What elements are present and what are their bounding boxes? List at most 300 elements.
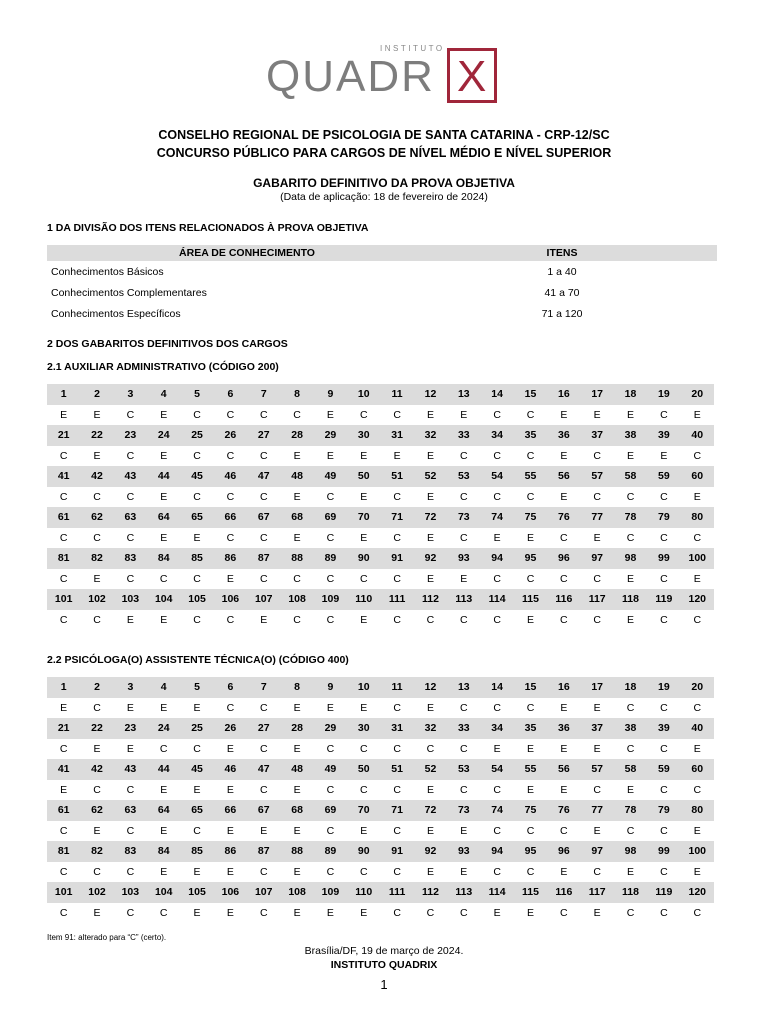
item-number: 44 <box>147 759 180 780</box>
answer-cell: C <box>460 490 468 503</box>
answer-cell: C <box>93 865 101 878</box>
answer-cell: E <box>360 490 368 503</box>
item-number: 72 <box>414 800 447 821</box>
item-number: 14 <box>480 384 513 405</box>
answer-cell: C <box>159 572 168 585</box>
footer-place-date: Brasília/DF, 19 de março de 2024. <box>304 945 464 957</box>
answer-cell: E <box>560 408 568 421</box>
answer-cell: C <box>126 449 135 462</box>
item-number: 21 <box>47 425 80 446</box>
item-number: 10 <box>347 677 380 698</box>
item-number: 110 <box>347 589 380 610</box>
item-number: 7 <box>247 384 280 405</box>
answer-cell: E <box>526 531 534 544</box>
answer-cell: E <box>160 531 168 544</box>
item-number: 64 <box>147 800 180 821</box>
item-number: 35 <box>514 718 547 739</box>
answer-cell: E <box>260 824 268 837</box>
answer-cell: C <box>626 824 635 837</box>
item-number: 14 <box>480 677 513 698</box>
area-name: Conhecimentos Complementares <box>51 286 207 299</box>
item-number: 78 <box>614 800 647 821</box>
answer-cell: E <box>693 742 701 755</box>
answer-cell: C <box>560 531 568 544</box>
item-number: 63 <box>114 507 147 528</box>
answer-cell: C <box>493 865 501 878</box>
item-number: 5 <box>180 384 213 405</box>
answer-cell: C <box>493 824 501 837</box>
item-number: 10 <box>347 384 380 405</box>
item-number: 48 <box>280 466 313 487</box>
answer-cell: C <box>326 865 335 878</box>
answer-cell: E <box>560 742 568 755</box>
item-number: 89 <box>314 548 347 569</box>
item-number: 20 <box>681 384 714 405</box>
item-number-row <box>47 841 714 862</box>
item-number: 76 <box>547 507 580 528</box>
item-number: 79 <box>647 507 680 528</box>
answer-cell: E <box>126 742 134 755</box>
answer-row <box>47 698 714 719</box>
answer-cell: C <box>526 490 535 503</box>
item-number: 100 <box>681 548 714 569</box>
answer-cell: E <box>193 701 201 714</box>
item-number: 85 <box>180 548 213 569</box>
answer-cell: C <box>126 490 135 503</box>
answer-row <box>47 862 714 883</box>
area-items: 1 a 40 <box>547 265 577 278</box>
item-number: 54 <box>480 759 513 780</box>
item-number: 102 <box>80 882 113 903</box>
item-number: 65 <box>180 800 213 821</box>
answer-cell: C <box>393 742 401 755</box>
answer-cell: C <box>660 783 668 796</box>
answer-row <box>47 569 714 590</box>
item-number: 11 <box>380 384 413 405</box>
area-name: Conhecimentos Específicos <box>51 307 181 320</box>
item-number: 76 <box>547 800 580 821</box>
item-number: 87 <box>247 841 280 862</box>
answer-cell: C <box>626 906 635 919</box>
answer-cell: E <box>293 531 301 544</box>
item-number: 48 <box>280 759 313 780</box>
item-number: 113 <box>447 882 480 903</box>
item-number: 83 <box>114 841 147 862</box>
answer-cell: C <box>626 701 635 714</box>
item-number: 85 <box>180 841 213 862</box>
item-number: 74 <box>480 507 513 528</box>
answer-cell: E <box>293 783 301 796</box>
item-number: 89 <box>314 841 347 862</box>
section-2-heading: 2 DOS GABARITOS DEFINITIVOS DOS CARGOS <box>47 338 288 350</box>
answer-cell: E <box>526 906 534 919</box>
answer-cell: E <box>60 783 68 796</box>
item-number: 45 <box>180 759 213 780</box>
item-number: 91 <box>380 841 413 862</box>
answer-cell: E <box>293 865 301 878</box>
logo-instituto-text: INSTITUTO <box>380 44 445 53</box>
answer-cell: C <box>660 865 668 878</box>
item-number: 105 <box>180 589 213 610</box>
item-number: 120 <box>681 882 714 903</box>
answer-cell: C <box>326 572 335 585</box>
area-row <box>47 303 717 324</box>
answer-cell: C <box>193 490 201 503</box>
answer-cell: E <box>627 408 635 421</box>
answer-cell: C <box>326 742 335 755</box>
answer-cell: C <box>193 613 201 626</box>
answer-cell: E <box>426 531 434 544</box>
answer-cell: E <box>560 701 568 714</box>
answer-row <box>47 487 714 508</box>
answer-cell: C <box>560 613 568 626</box>
area-row <box>47 261 717 282</box>
answer-cell: E <box>693 572 701 585</box>
item-number: 107 <box>247 589 280 610</box>
item-number: 8 <box>280 384 313 405</box>
answer-cell: C <box>660 742 668 755</box>
item-number: 13 <box>447 384 480 405</box>
item-number: 22 <box>80 425 113 446</box>
answer-cell: E <box>360 824 368 837</box>
answer-cell: C <box>626 742 635 755</box>
item-number: 118 <box>614 882 647 903</box>
answer-cell: C <box>393 824 401 837</box>
answer-cell: E <box>160 449 168 462</box>
answer-cell: C <box>193 408 201 421</box>
item-number: 90 <box>347 548 380 569</box>
answer-cell: C <box>393 865 401 878</box>
answer-cell: C <box>126 783 135 796</box>
org-line-2: CONCURSO PÚBLICO PARA CARGOS DE NÍVEL MÉDIO E NÍVEL SUPERIOR <box>156 146 612 160</box>
answer-cell: C <box>226 408 235 421</box>
answer-cell: E <box>360 531 368 544</box>
item-number: 6 <box>214 677 247 698</box>
answer-cell: C <box>460 701 468 714</box>
answer-cell: C <box>693 613 702 626</box>
item-number: 119 <box>647 882 680 903</box>
item-number: 51 <box>380 466 413 487</box>
answer-cell: E <box>593 531 601 544</box>
item-number: 33 <box>447 425 480 446</box>
answer-cell: E <box>493 906 501 919</box>
answer-cell: C <box>59 906 68 919</box>
answer-cell: C <box>460 906 468 919</box>
answer-cell: C <box>526 824 535 837</box>
item-number: 69 <box>314 507 347 528</box>
answer-cell: E <box>126 701 134 714</box>
item-number: 38 <box>614 425 647 446</box>
answer-cell: E <box>93 742 101 755</box>
answer-cell: C <box>393 572 401 585</box>
item-number: 96 <box>547 841 580 862</box>
answer-cell: C <box>693 531 702 544</box>
item-number: 82 <box>80 548 113 569</box>
answer-cell: C <box>93 490 101 503</box>
answer-cell: C <box>359 783 368 796</box>
item-number: 34 <box>480 718 513 739</box>
answer-cell: C <box>326 490 335 503</box>
item-number: 90 <box>347 841 380 862</box>
item-number: 53 <box>447 759 480 780</box>
answer-cell: C <box>293 408 301 421</box>
answer-cell: E <box>226 572 234 585</box>
answer-cell: E <box>593 906 601 919</box>
item-number: 53 <box>447 466 480 487</box>
item-number: 54 <box>480 466 513 487</box>
area-items: 41 a 70 <box>544 286 580 299</box>
answer-cell: C <box>593 449 601 462</box>
answer-cell: C <box>460 783 468 796</box>
answer-row <box>47 903 714 924</box>
answer-cell: C <box>526 865 535 878</box>
answer-cell: C <box>259 572 268 585</box>
answer-cell: C <box>226 701 235 714</box>
item-number: 59 <box>647 466 680 487</box>
correction-note: Item 91: alterado para “C” (certo). <box>47 933 167 942</box>
item-number-row <box>47 718 714 739</box>
item-number-row <box>47 425 714 446</box>
item-number: 12 <box>414 384 447 405</box>
answer-cell: C <box>359 742 368 755</box>
answer-cell: C <box>460 742 468 755</box>
item-number: 68 <box>280 507 313 528</box>
answer-cell: E <box>226 906 234 919</box>
item-number: 57 <box>581 466 614 487</box>
item-number: 73 <box>447 800 480 821</box>
answer-cell: C <box>660 613 668 626</box>
itens-column-header: ITENS <box>447 245 677 261</box>
answer-cell: E <box>593 701 601 714</box>
answer-cell: C <box>93 531 101 544</box>
answer-cell: C <box>493 613 501 626</box>
item-number: 117 <box>581 589 614 610</box>
answer-cell: E <box>426 572 434 585</box>
item-number: 84 <box>147 841 180 862</box>
item-number: 80 <box>681 800 714 821</box>
item-number: 108 <box>280 882 313 903</box>
answer-cell: C <box>393 490 401 503</box>
footer-org: INSTITUTO QUADRIX <box>330 959 438 971</box>
answer-cell: E <box>226 865 234 878</box>
answer-cell: E <box>693 865 701 878</box>
item-number: 79 <box>647 800 680 821</box>
answer-cell: E <box>326 449 334 462</box>
item-number: 41 <box>47 466 80 487</box>
answer-cell: E <box>126 613 134 626</box>
answer-cell: E <box>526 783 534 796</box>
logo-quadr-text: QUADR <box>266 52 435 101</box>
answer-cell: C <box>426 906 435 919</box>
answer-cell: E <box>326 408 334 421</box>
answer-cell: C <box>226 531 235 544</box>
answer-cell: C <box>560 906 568 919</box>
item-number: 52 <box>414 759 447 780</box>
item-number: 40 <box>681 718 714 739</box>
answer-cell: E <box>493 742 501 755</box>
answer-cell: E <box>293 742 301 755</box>
area-row <box>47 282 717 303</box>
answer-cell: E <box>226 783 234 796</box>
item-number: 73 <box>447 507 480 528</box>
answer-cell: C <box>193 449 201 462</box>
answer-cell: C <box>159 906 168 919</box>
answer-cell: C <box>193 572 201 585</box>
item-number: 102 <box>80 589 113 610</box>
area-name: Conhecimentos Básicos <box>51 265 164 278</box>
item-number: 4 <box>147 384 180 405</box>
item-number: 105 <box>180 882 213 903</box>
answer-cell: E <box>226 824 234 837</box>
answer-cell: E <box>693 408 701 421</box>
item-number: 106 <box>214 589 247 610</box>
answer-cell: C <box>359 408 368 421</box>
item-number: 50 <box>347 759 380 780</box>
item-number: 63 <box>114 800 147 821</box>
item-number: 41 <box>47 759 80 780</box>
answer-cell: E <box>293 824 301 837</box>
answer-cell: E <box>360 613 368 626</box>
item-number: 61 <box>47 507 80 528</box>
item-number: 114 <box>480 589 513 610</box>
item-number-row <box>47 384 714 405</box>
answer-cell: C <box>660 824 668 837</box>
item-number: 13 <box>447 677 480 698</box>
item-number: 104 <box>147 882 180 903</box>
item-number: 119 <box>647 589 680 610</box>
section-1-heading: 1 DA DIVISÃO DOS ITENS RELACIONADOS À PROVA OBJETIVA <box>47 222 369 234</box>
answer-cell: E <box>160 613 168 626</box>
item-number: 20 <box>681 677 714 698</box>
item-number: 98 <box>614 548 647 569</box>
answer-cell: E <box>160 408 168 421</box>
item-number: 108 <box>280 589 313 610</box>
item-number: 52 <box>414 466 447 487</box>
item-number: 39 <box>647 425 680 446</box>
knowledge-area-table <box>47 245 717 324</box>
item-number: 21 <box>47 718 80 739</box>
answer-row <box>47 405 714 426</box>
answer-cell: E <box>426 824 434 837</box>
item-number: 18 <box>614 384 647 405</box>
item-number-row <box>47 507 714 528</box>
item-number: 75 <box>514 507 547 528</box>
answer-cell: E <box>193 906 201 919</box>
item-number: 44 <box>147 466 180 487</box>
item-number: 42 <box>80 466 113 487</box>
item-number: 29 <box>314 425 347 446</box>
answer-row <box>47 610 714 631</box>
item-number: 36 <box>547 425 580 446</box>
answer-row <box>47 528 714 549</box>
answer-cell: C <box>126 531 135 544</box>
item-number: 65 <box>180 507 213 528</box>
answer-cell: E <box>460 572 468 585</box>
item-number: 106 <box>214 882 247 903</box>
answer-key-table-cargo-200 <box>47 384 714 630</box>
item-number: 60 <box>681 466 714 487</box>
quadrix-logo <box>262 44 507 108</box>
item-number: 116 <box>547 589 580 610</box>
answer-cell: C <box>59 824 68 837</box>
item-number: 67 <box>247 800 280 821</box>
answer-cell: E <box>360 701 368 714</box>
item-number: 78 <box>614 507 647 528</box>
answer-cell: C <box>593 613 601 626</box>
answer-cell: E <box>293 701 301 714</box>
answer-cell: E <box>460 865 468 878</box>
answer-cell: E <box>627 783 635 796</box>
answer-cell: E <box>426 408 434 421</box>
answer-cell: C <box>259 906 268 919</box>
item-number: 36 <box>547 718 580 739</box>
item-number: 16 <box>547 677 580 698</box>
answer-cell: E <box>326 701 334 714</box>
answer-cell: C <box>126 824 135 837</box>
item-number: 51 <box>380 759 413 780</box>
answer-cell: E <box>160 865 168 878</box>
item-number: 64 <box>147 507 180 528</box>
item-number: 88 <box>280 841 313 862</box>
item-number: 50 <box>347 466 380 487</box>
item-number: 112 <box>414 589 447 610</box>
answer-cell: C <box>693 783 702 796</box>
item-number: 77 <box>581 507 614 528</box>
item-number: 46 <box>214 759 247 780</box>
answer-cell: E <box>193 531 201 544</box>
item-number: 110 <box>347 882 380 903</box>
answer-cell: E <box>193 783 201 796</box>
item-number: 88 <box>280 548 313 569</box>
answer-cell: C <box>293 572 301 585</box>
answer-row <box>47 780 714 801</box>
item-number: 94 <box>480 841 513 862</box>
item-number: 11 <box>380 677 413 698</box>
item-number-row <box>47 882 714 903</box>
item-number: 25 <box>180 718 213 739</box>
item-number: 7 <box>247 677 280 698</box>
item-number: 97 <box>581 841 614 862</box>
answer-cell: C <box>460 613 468 626</box>
answer-cell: C <box>460 449 468 462</box>
answer-cell: C <box>426 613 435 626</box>
item-number: 93 <box>447 841 480 862</box>
item-number: 95 <box>514 841 547 862</box>
answer-cell: C <box>259 742 268 755</box>
item-number: 6 <box>214 384 247 405</box>
item-number: 27 <box>247 425 280 446</box>
answer-cell: C <box>660 490 668 503</box>
item-number: 93 <box>447 548 480 569</box>
item-number: 104 <box>147 589 180 610</box>
item-number: 56 <box>547 759 580 780</box>
item-number: 101 <box>47 589 80 610</box>
item-number: 69 <box>314 800 347 821</box>
answer-cell: E <box>660 449 668 462</box>
item-number: 16 <box>547 384 580 405</box>
answer-cell: C <box>393 408 401 421</box>
item-number: 25 <box>180 425 213 446</box>
answer-cell: C <box>393 906 401 919</box>
item-number: 3 <box>114 677 147 698</box>
item-number: 1 <box>47 677 80 698</box>
answer-cell: E <box>360 906 368 919</box>
item-number: 99 <box>647 548 680 569</box>
item-number: 2 <box>80 384 113 405</box>
item-number: 67 <box>247 507 280 528</box>
item-number: 28 <box>280 425 313 446</box>
item-number: 87 <box>247 548 280 569</box>
